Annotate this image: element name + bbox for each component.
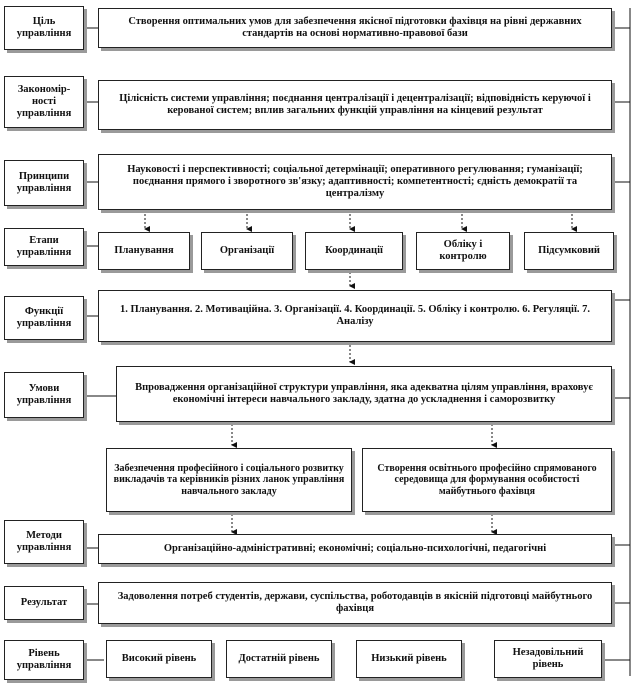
- level-sufficient: Достатній рівень: [226, 640, 332, 678]
- goal-label: Ціль управління: [4, 6, 84, 50]
- stages-label: Етапи управління: [4, 228, 84, 266]
- goal-box: Створення оптимальних умов для забезпечення якісної підготовки фахівця на рівні державних стандартів на основі нормативно-правової бази: [98, 8, 612, 48]
- laws-label: Закономір-ності управління: [4, 76, 84, 128]
- stage-planning: Планування: [98, 232, 190, 270]
- conditions-label: Умови управління: [4, 372, 84, 418]
- conditions-sub-development: Забезпечення професійного і соціального розвитку викладачів та керівників різних ланок управління навчального закладу: [106, 448, 352, 512]
- stage-final: Підсумковий: [524, 232, 614, 270]
- laws-box: Цілісність системи управління; поєднання централізації і децентралізації; відповідність керуючої і керованої систем; вплив загальних функцій управління на кінцевий результат: [98, 80, 612, 130]
- level-unsatisfactory: Незадовільний рівень: [494, 640, 602, 678]
- principles-label: Принципи управління: [4, 160, 84, 206]
- stage-accounting-control: Обліку і контролю: [416, 232, 510, 270]
- conditions-sub-environment: Створення освітнього професійно спрямованого середовища для формування особистості майбутнього фахівця: [362, 448, 612, 512]
- result-label: Результат: [4, 586, 84, 620]
- level-low: Низький рівень: [356, 640, 462, 678]
- methods-box: Організаційно-адміністративні; економічні; соціально-психологічні, педагогічні: [98, 534, 612, 564]
- stage-organization: Організації: [201, 232, 293, 270]
- levels-label: Рівень управління: [4, 640, 84, 680]
- result-box: Задоволення потреб студентів, держави, суспільства, роботодавців в якісній підготовці майбутнього фахівця: [98, 582, 612, 624]
- stage-coordination: Координації: [305, 232, 403, 270]
- conditions-box: Впровадження організаційної структури управління, яка адекватна цілям управління, враховує економічні інтереси навчального закладу, здатна до ускладнення і саморозвитку: [116, 366, 612, 422]
- principles-box: Науковості і перспективності; соціальної детермінації; оперативного регулювання; гуманізації; поєднання прямого і зворотного зв'язку; адаптивності; компетентності; єдність демократії та централізму: [98, 154, 612, 210]
- level-high: Високий рівень: [106, 640, 212, 678]
- functions-label: Функції управління: [4, 296, 84, 340]
- functions-box: 1. Планування. 2. Мотиваційна. 3. Організації. 4. Координації. 5. Обліку і контролю. 6. Регуляції. 7. Аналізу: [98, 290, 612, 342]
- methods-label: Методи управління: [4, 520, 84, 564]
